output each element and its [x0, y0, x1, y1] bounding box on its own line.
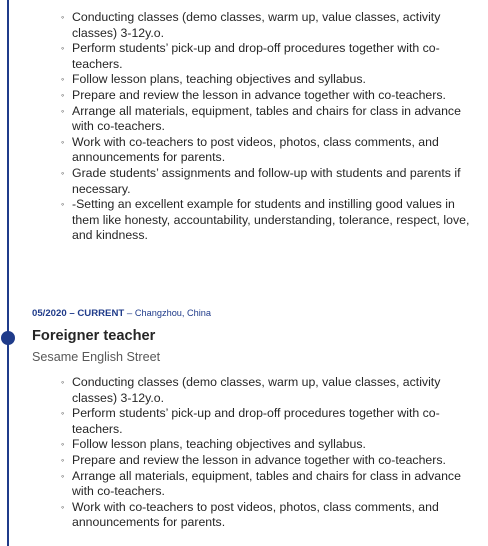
duty-text: Follow lesson plans, teaching objectives and syllabus.	[72, 437, 366, 452]
duty-text: Conducting classes (demo classes, warm up, value classes, activity classes) 3-12y.o.	[72, 375, 441, 405]
job-title: Foreigner teacher	[32, 328, 156, 344]
list-item	[32, 104, 478, 135]
list-item	[32, 197, 478, 244]
bullet-icon: ◦	[61, 89, 65, 100]
duty-text: Conducting classes (demo classes, warm up, value classes, activity classes) 3-12y.o.	[72, 10, 441, 40]
list-item	[32, 469, 478, 500]
bullet-icon: ◦	[61, 74, 65, 85]
duty-text: Perform students’ pick-up and drop-off procedures together with co-teachers.	[72, 41, 440, 71]
bullet-icon: ◦	[61, 470, 65, 481]
duties-list	[32, 375, 478, 531]
bullet-icon: ◦	[61, 167, 65, 178]
list-item	[32, 406, 478, 437]
meta-separator: –	[124, 308, 135, 319]
bullet-icon: ◦	[61, 439, 65, 450]
job-location: Changzhou, China	[134, 308, 212, 318]
bullet-icon: ◦	[61, 199, 65, 210]
list-item	[32, 453, 478, 469]
bullet-icon: ◦	[61, 377, 65, 387]
experience-entry-1	[32, 10, 478, 244]
list-item	[32, 88, 478, 104]
list-item	[32, 375, 478, 406]
list-item	[32, 500, 478, 531]
job-date-range: 05/2020 – CURRENT	[32, 308, 125, 319]
duty-text: Work with co-teachers to post videos, photos, class comments, and announcements for parents.	[72, 499, 439, 530]
bullet-icon: ◦	[61, 12, 65, 22]
duty-text: Work with co-teachers to post videos, photos, class comments, and announcements for parents.	[72, 134, 439, 165]
duty-text: Perform students’ pick-up and drop-off procedures together with co-teachers.	[72, 406, 440, 436]
bullet-icon: ◦	[61, 43, 65, 54]
bullet-icon: ◦	[61, 501, 65, 512]
duty-text: -Setting an excellent example for students and instilling good values in them like honesty, accountability, understanding, tolerance, respect, love, and kindness.	[72, 197, 470, 243]
duty-text: Grade students’ assignments and follow-up with students and parents if necessary.	[72, 165, 461, 196]
duty-text: Prepare and review the lesson in advance together with co-teachers.	[72, 452, 446, 467]
bullet-icon: ◦	[61, 454, 65, 465]
duties-list	[32, 10, 478, 244]
list-item	[32, 41, 478, 72]
list-item	[32, 437, 478, 453]
duty-text: Prepare and review the lesson in advance together with co-teachers.	[72, 87, 446, 102]
bullet-icon: ◦	[61, 408, 65, 419]
duty-text: Follow lesson plans, teaching objectives and syllabus.	[72, 72, 366, 87]
employer-name: Sesame English Street	[32, 350, 161, 364]
duty-text: Arrange all materials, equipment, tables and chairs for class in advance with co-teachers.	[72, 103, 461, 134]
bullet-icon: ◦	[61, 105, 65, 116]
list-item	[32, 135, 478, 166]
timeline-line	[7, 0, 9, 546]
duty-text: Arrange all materials, equipment, tables and chairs for class in advance with co-teachers.	[72, 468, 461, 499]
list-item	[32, 166, 478, 197]
experience-entry-2	[32, 375, 478, 531]
list-item	[32, 10, 478, 41]
bullet-icon: ◦	[61, 136, 65, 147]
list-item	[32, 72, 478, 88]
timeline-dot	[1, 331, 15, 345]
job-meta	[32, 308, 211, 319]
